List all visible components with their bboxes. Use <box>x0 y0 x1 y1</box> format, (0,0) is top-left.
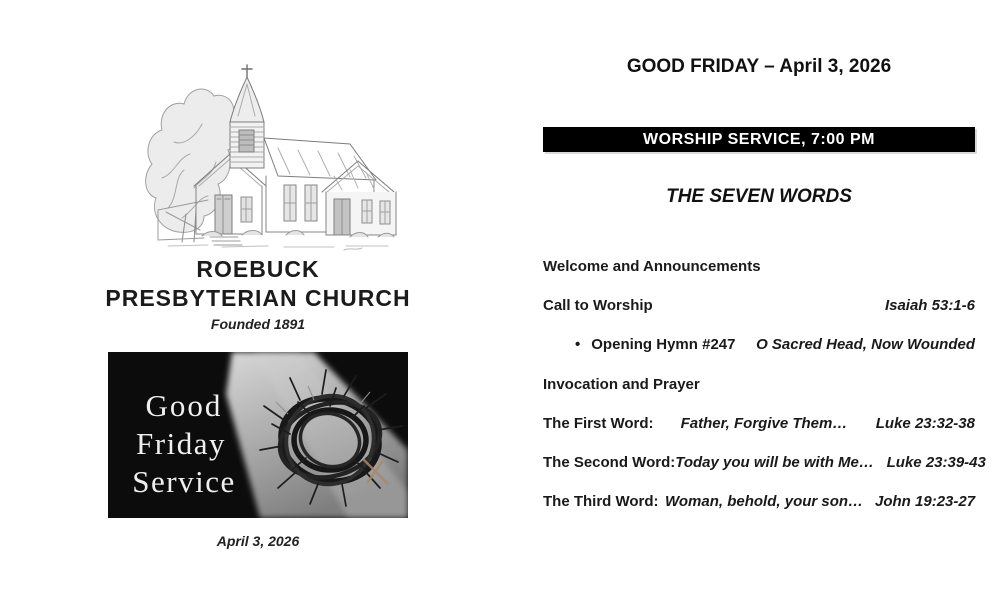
worship-service-banner: WORSHIP SERVICE, 7:00 PM <box>543 127 975 152</box>
bullet-icon: • <box>575 336 581 353</box>
word-quote: Today you will be with Me… <box>675 454 874 471</box>
service-line-opening-hymn <box>543 336 975 356</box>
image-text-good: Good <box>145 388 223 423</box>
image-text-friday: Friday <box>136 426 226 461</box>
image-text-service: Service <box>132 464 236 499</box>
service-line-first-word <box>543 415 975 435</box>
scripture-reference: Isaiah 53:1-6 <box>884 297 975 314</box>
service-item-label: The Third Word: <box>543 493 659 510</box>
service-line-invocation <box>543 376 975 396</box>
service-item-label: The First Word: <box>543 415 654 432</box>
event-date-caption: April 3, 2026 <box>216 533 300 549</box>
service-line-third-word <box>543 493 975 513</box>
service-item-label: Invocation and Prayer <box>543 376 700 393</box>
scripture-reference: Luke 23:39-43 <box>886 454 986 471</box>
church-sketch-icon <box>138 58 403 254</box>
service-item-label: The Second Word: <box>543 454 676 471</box>
scripture-reference: John 19:23-27 <box>875 493 976 510</box>
service-line-second-word <box>543 454 986 474</box>
church-name-line2: PRESBYTERIAN CHURCH <box>105 285 411 311</box>
section-heading: THE SEVEN WORDS <box>666 186 852 207</box>
church-sketch-illustration <box>138 58 403 254</box>
word-quote: Father, Forgive Them… <box>680 415 848 432</box>
crown-of-thorns-icon <box>108 352 408 518</box>
service-line-call-to-worship <box>543 297 975 317</box>
hymn-title: O Sacred Head, Now Wounded <box>756 336 975 353</box>
church-name-line1: ROEBUCK <box>196 256 320 282</box>
good-friday-service-image <box>108 352 408 518</box>
page-title: GOOD FRIDAY – April 3, 2026 <box>626 56 892 77</box>
scripture-reference: Luke 23:32-38 <box>875 415 975 432</box>
service-line-welcome <box>543 258 975 278</box>
service-item-label: Welcome and Announcements <box>543 258 761 275</box>
service-item-label: Call to Worship <box>543 297 653 314</box>
service-item-label: Opening Hymn #247 <box>591 336 736 353</box>
order-of-worship-column <box>543 0 986 612</box>
word-quote: Woman, behold, your son… <box>665 493 864 510</box>
founded-year: Founded 1891 <box>210 316 306 332</box>
